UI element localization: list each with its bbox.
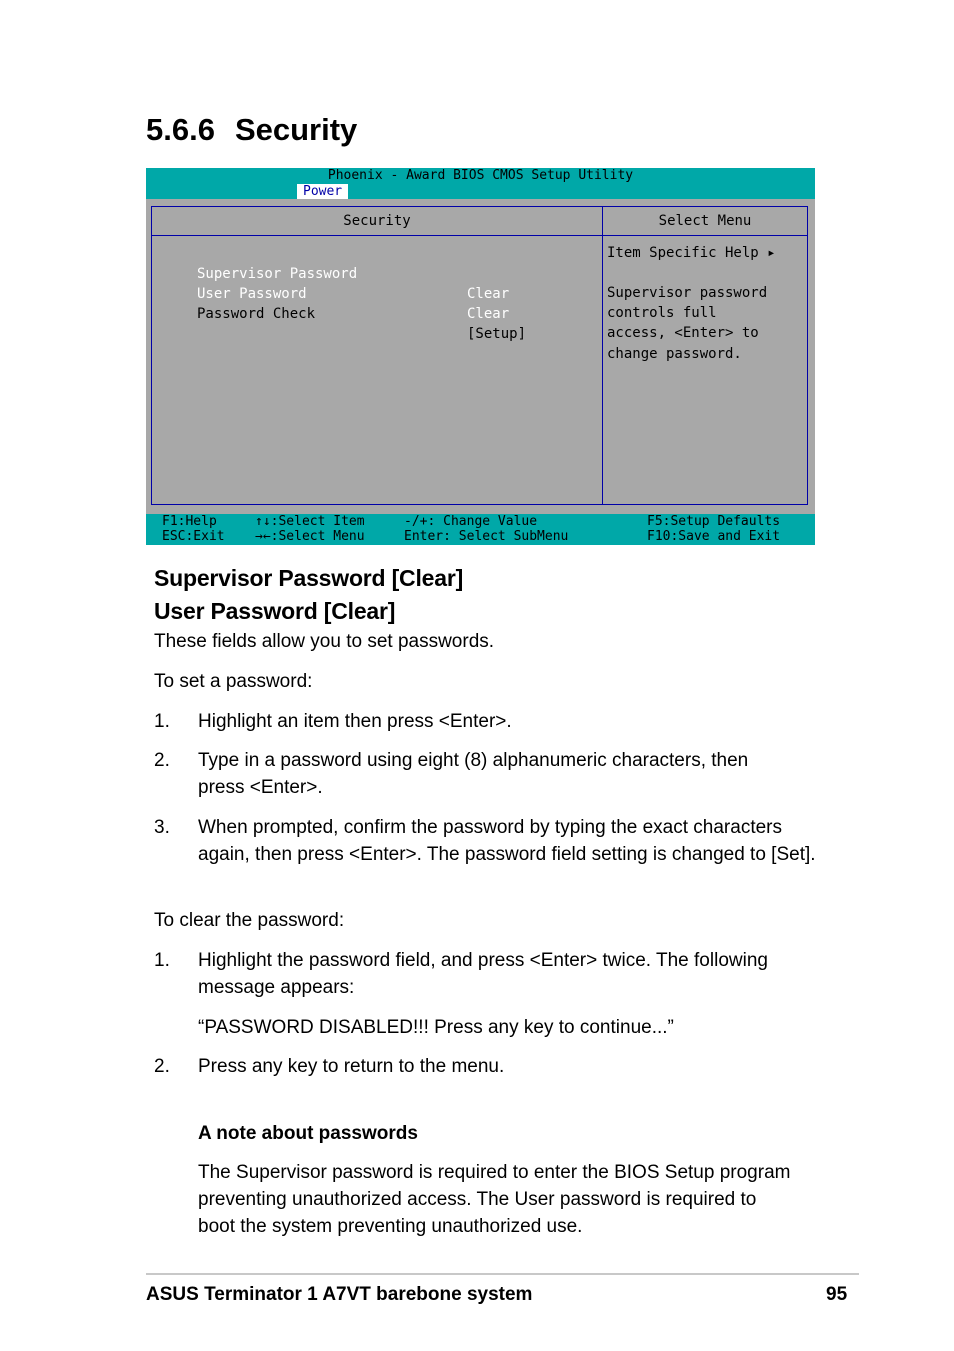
step-text: Press any key to return to the menu.: [198, 1056, 505, 1077]
bios-key-f10: F10:Save and Exit: [647, 529, 781, 544]
bios-header-divider: [152, 235, 807, 236]
step-number: 1.: [154, 711, 170, 732]
disabled-message: “PASSWORD DISABLED!!! Press any key to continue...”: [198, 1017, 674, 1038]
bios-title-bar: Phoenix - Award BIOS CMOS Setup Utility: [146, 168, 815, 184]
footer-product: ASUS Terminator 1 A7VT barebone system: [146, 1284, 533, 1305]
step-number: 1.: [154, 950, 170, 971]
bios-frame: [151, 206, 808, 505]
bios-item-label: User Password: [197, 286, 307, 302]
intro-text: These fields allow you to set passwords.: [154, 631, 495, 652]
set-password-title: To set a password:: [154, 671, 313, 692]
bios-item-label: Password Check: [197, 306, 316, 322]
bios-key-enter: Enter: Select SubMenu: [404, 529, 569, 544]
step-text: Highlight an item then press <Enter>.: [198, 711, 512, 732]
bios-item-value: [Setup]: [467, 326, 527, 342]
bios-menu-tab-power[interactable]: Power: [297, 184, 348, 199]
bios-help-line: controls full: [607, 305, 717, 321]
section-number: 5.6.6: [146, 112, 215, 147]
bios-key-select-item: ↑↓:Select Item: [255, 514, 365, 529]
bios-key-f5: F5:Setup Defaults: [647, 514, 781, 529]
bios-key-esc: ESC:Exit: [162, 529, 225, 544]
note-title: A note about passwords: [198, 1123, 418, 1144]
triangle-right-icon: ▸: [767, 245, 776, 261]
step-text: Highlight the password field, and press <Enter> twice. The following message appears:: [198, 950, 768, 998]
bios-item-value: Clear: [467, 306, 510, 322]
bios-help-line: Supervisor password: [607, 285, 768, 301]
bios-help-title: [607, 243, 776, 263]
clear-password-title: To clear the password:: [154, 910, 345, 931]
step-number: 2.: [154, 750, 170, 771]
subhead-supervisor-password: Supervisor Password [Clear]: [154, 565, 464, 591]
step-number: 2.: [154, 1056, 170, 1077]
bios-screenshot: [146, 168, 815, 545]
page-number: 95: [826, 1284, 848, 1305]
subhead-user-password: User Password [Clear]: [154, 598, 396, 624]
bios-key-select-menu: →←:Select Menu: [255, 529, 365, 544]
bios-right-header: Select Menu: [658, 213, 752, 229]
bios-key-change-value: -/+: Change Value: [404, 514, 538, 529]
section-heading: [146, 112, 357, 148]
section-title: Security: [234, 112, 358, 147]
bios-item-label: Supervisor Password: [197, 266, 358, 282]
step-text: Type in a password using eight (8) alphanumeric characters, then press <Enter>.: [198, 750, 749, 798]
step-number: 3.: [154, 817, 170, 838]
bios-left-header: Security: [343, 213, 411, 229]
footer-divider: [146, 1273, 859, 1275]
bios-help-title-text: Item Specific Help: [607, 245, 759, 261]
bios-item-value: Clear: [467, 286, 510, 302]
bios-help-line: access, <Enter> to: [607, 325, 759, 341]
step-text: When prompted, confirm the password by typing the exact characters again, then press <Enter>. The password field setting is changed to [Set].: [198, 817, 816, 865]
bios-status-bar: [146, 514, 815, 545]
bios-menu-bar: [146, 184, 815, 199]
note-text: The Supervisor password is required to enter the BIOS Setup program preventing unauthorized access. The User password is required to boot the system preventing unauthorized use.: [198, 1162, 791, 1237]
bios-help-line: change password.: [607, 346, 742, 362]
bios-key-f1: F1:Help: [162, 514, 217, 529]
bios-column-divider: [602, 207, 603, 504]
